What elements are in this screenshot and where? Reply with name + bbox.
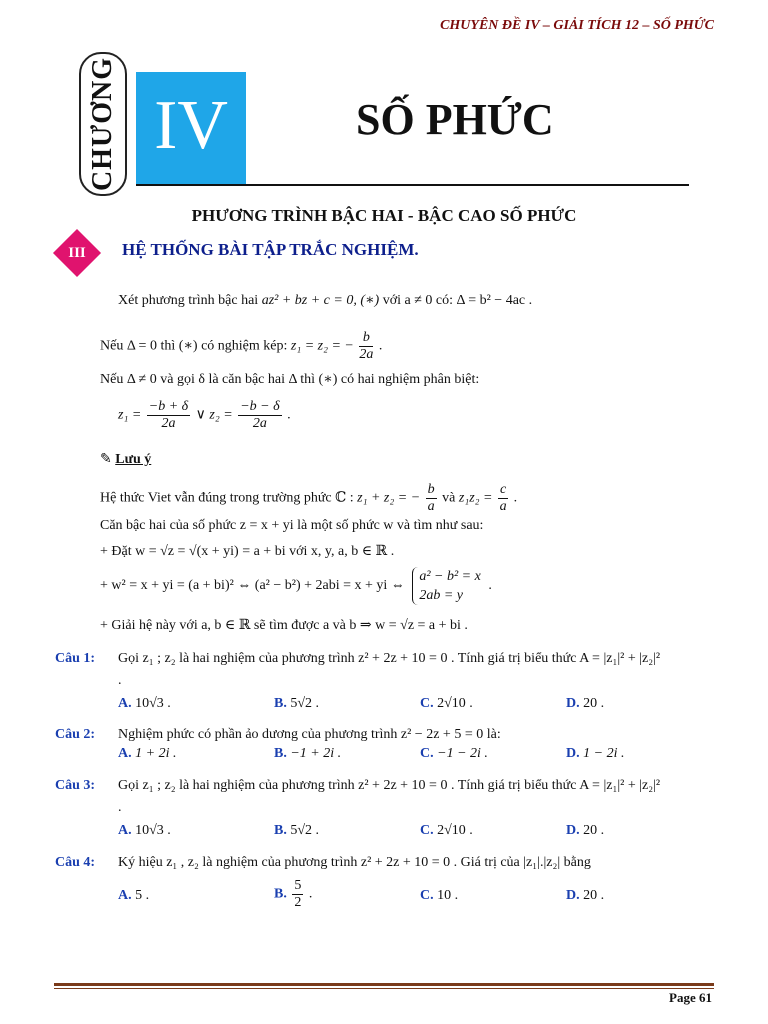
- q4-option-b: B. $\frac{5}{2}$ .: [274, 878, 313, 910]
- intro-condition: với a ≠ 0 có: Δ = b² − 4ac .: [382, 293, 533, 308]
- viet-line: Hệ thức Viet vẫn đúng trong trường phức ℂ : z₁ + z₂ = − $\frac{b}{a}$ và z₁z₂ = $\frac{c}{a}$ .: [100, 482, 518, 514]
- case1-equation: z₁ = z₂ = −: [290, 338, 354, 354]
- title-underline: [136, 184, 689, 186]
- chapter-word-box: [79, 52, 127, 196]
- sqrt-step3: + Giải hệ này với a, b ∈ ℝ sẽ tìm được a và b ⇒ w = √z = a + bi .: [100, 618, 468, 633]
- intro-text: Xét phương trình bậc hai: [118, 293, 259, 308]
- q1-option-b: B. 5√2 .: [274, 696, 320, 711]
- q3-option-b: B. 5√2 .: [274, 823, 320, 838]
- chapter-numeral: IV: [154, 87, 228, 164]
- theory-case2: Nếu Δ ≠ 0 và gọi δ là căn bậc hai Δ thì (∗) có hai nghiệm phân biệt:: [100, 372, 480, 387]
- question-2-text: Nghiệm phức có phần ảo dương của phương trình z² − 2z + 5 = 0 là:: [118, 727, 501, 742]
- chapter-word: CHƯƠNG: [87, 56, 118, 192]
- theory-case1: Nếu Δ = 0 thì (∗) có nghiệm kép: z₁ = z₂ = − $\frac{b}{2a}$ .: [100, 330, 383, 362]
- chapter-title: SỐ PHỨC: [356, 95, 554, 144]
- q2-option-a: A. 1 + 2i .: [118, 746, 177, 761]
- footer-rule-thin: [54, 988, 714, 989]
- q1-option-d: D. 20 .: [566, 696, 605, 711]
- lesson-subtitle: PHƯƠNG TRÌNH BẬC HAI - BẬC CAO SỐ PHỨC: [191, 206, 577, 225]
- z1-fraction: $\frac{-b + \delta}{2a}$: [148, 399, 189, 431]
- section-title: HỆ THỐNG BÀI TẬP TRẮC NGHIỆM.: [122, 240, 419, 259]
- question-1-label: Câu 1:: [55, 651, 96, 666]
- question-4-text: Ký hiệu z₁ , z₂ là nghiệm của phương trình z² + 2z + 10 = 0 . Giá trị của |z₁|.|z₂| bằng: [118, 855, 591, 870]
- question-4-label: Câu 4:: [55, 855, 96, 870]
- sqrt-step2: + w² = x + yi = (a + bi)² ⇔ (a² − b²) + 2abi = x + yi ⇔ a² − b² = x 2ab = y .: [100, 569, 492, 603]
- pencil-icon: ✎: [100, 452, 112, 467]
- sqrt-step1: + Đặt w = √z = √(x + yi) = a + bi với x, y, a, b ∈ ℝ .: [100, 544, 395, 559]
- section-badge-label: III: [68, 245, 86, 261]
- theory-roots: z₁ = $\frac{-b + \delta}{2a}$ ∨ z₂ = $\frac{-b - \delta}{2a}$ .: [118, 399, 291, 431]
- q2-option-b: B. −1 + 2i .: [274, 746, 342, 761]
- q2-option-d: D. 1 − 2i .: [566, 746, 625, 761]
- question-3-label: Câu 3:: [55, 778, 96, 793]
- case1-fraction: $\frac{b}{2a}$: [359, 330, 374, 362]
- question-1-dot: .: [118, 673, 122, 688]
- q4-option-c: C. 10 .: [420, 888, 459, 903]
- question-1-text: Gọi z₁ ; z₂ là hai nghiệm của phương trình z² + 2z + 10 = 0 . Tính giá trị biểu thức A = |z₁|² + |z₂|²: [118, 651, 661, 666]
- footer-rule: [54, 983, 714, 986]
- equation-system: a² − b² = x 2ab = y: [412, 567, 481, 605]
- q4-option-a: A. 5 .: [118, 888, 150, 903]
- question-3-dot: .: [118, 800, 122, 815]
- q1-option-c: C. 2√10 .: [420, 696, 473, 711]
- note-heading: ✎ Lưu ý: [100, 452, 152, 467]
- question-2-label: Câu 2:: [55, 727, 96, 742]
- theory-intro: [118, 292, 532, 309]
- q1-option-a: A. 10√3 .: [118, 696, 171, 711]
- running-header: CHUYÊN ĐỀ IV – GIẢI TÍCH 12 – SỐ PHỨC: [440, 18, 714, 33]
- case1-text: Nếu Δ = 0 thì (∗) có nghiệm kép:: [100, 338, 288, 354]
- question-3-text: Gọi z₁ ; z₂ là hai nghiệm của phương trình z² + 2z + 10 = 0 . Tính giá trị biểu thức A = |z₁|² + |z₂|²: [118, 778, 661, 793]
- page-number: Page 61: [669, 990, 712, 1005]
- z2-fraction: $\frac{-b - \delta}{2a}$: [240, 399, 280, 431]
- q2-option-c: C. −1 − 2i .: [420, 746, 488, 761]
- q3-option-c: C. 2√10 .: [420, 823, 473, 838]
- intro-equation: az² + bz + c = 0, (∗): [261, 293, 380, 308]
- q3-option-a: A. 10√3 .: [118, 823, 171, 838]
- q3-option-d: D. 20 .: [566, 823, 605, 838]
- q4-option-d: D. 20 .: [566, 888, 605, 903]
- sqrt-intro: Căn bậc hai của số phức z = x + yi là một số phức w và tìm như sau:: [100, 518, 484, 533]
- chapter-numeral-box: [136, 72, 246, 184]
